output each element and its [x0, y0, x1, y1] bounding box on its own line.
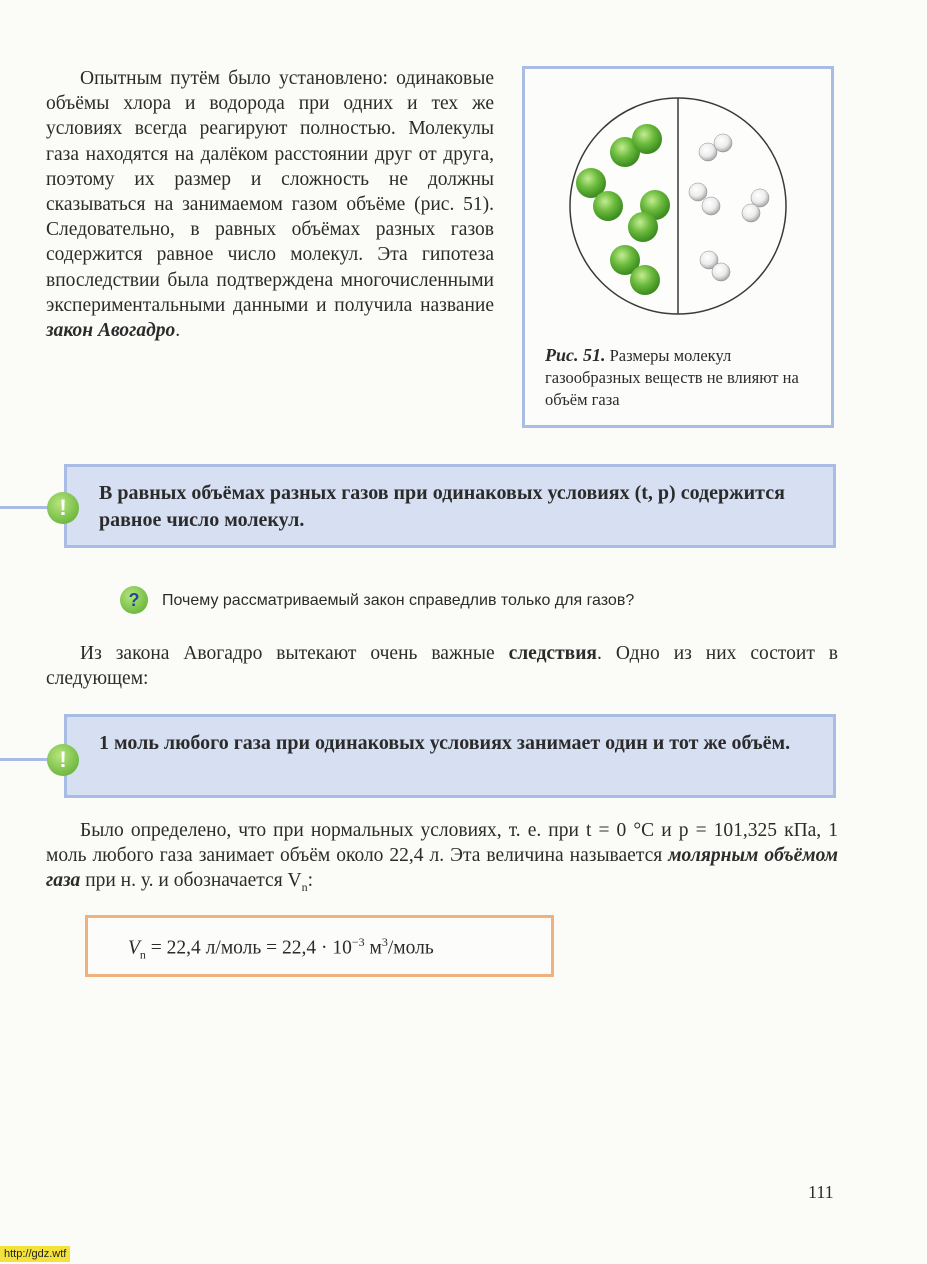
figure-51 [522, 66, 834, 428]
law-name: закон Авогадро [46, 320, 176, 342]
intro-paragraph [46, 66, 494, 343]
exclamation-icon-2: ! [47, 744, 79, 776]
molar-volume-formula [128, 935, 434, 962]
formula-box [85, 915, 554, 977]
caption-label: Рис. 51. [545, 345, 606, 365]
p2-end: . Одно из них состоит в следующем: [46, 643, 839, 690]
p2-start: Из закона Авогадро вытекают очень важные [80, 643, 509, 664]
p3-end: при н. у. и обозначается V [80, 870, 302, 892]
formula-unit1: м [364, 937, 382, 959]
p3-sub: n [301, 880, 308, 895]
rule-box-1 [64, 464, 836, 548]
formula-unit-exp: 3 [381, 935, 388, 949]
consequence-paragraph [46, 641, 838, 691]
figure-caption [545, 344, 825, 411]
formula-var: V [128, 937, 140, 959]
exclamation-icon: ! [47, 492, 79, 524]
rule-text-2: 1 моль любого газа при одинаковых условиях занимает один и тот же объём. [99, 732, 791, 754]
formula-sub: n [139, 947, 146, 962]
p3-start: Было определено, что при нормальных условиях, т. е. при t = 0 °C и p = 101,325 кПа, 1 моль любого газа занимает объём около 22,4 л. Эта величина называется [46, 820, 838, 867]
watermark-link[interactable]: http://gdz.wtf [0, 1246, 70, 1262]
molar-volume-paragraph [46, 818, 838, 901]
rule-text-1: В равных объёмах разных газов при одинаковых условиях (t, p) содержится равное число молекул. [99, 482, 785, 531]
question-text: Почему рассматриваемый закон справедлив только для газов? [162, 592, 635, 609]
intro-end: . [175, 320, 181, 342]
caption-text: Размеры молекул газообразных веществ не влияют на объём газа [545, 346, 799, 409]
rule-box-2 [64, 714, 836, 798]
molar-volume-term: молярным объёмом газа [46, 845, 838, 892]
formula-rest: = 22,4 л/моль = 22,4 · 10 [145, 937, 352, 959]
p3-tail: : [307, 870, 314, 892]
intro-text: Опытным путём было установлено: одинаковые объёмы хлора и водорода при одних и тех же условиях всегда реагируют полностью. Молекулы газа находятся на далёком расстоянии друг от друга, поэтому их размер и сложность не должны сказываться на занимаемом газом объёме (рис. 51). Следовательно, в равных объёмах разных газов содержится равное число молекул. Эта гипотеза впоследствии была подтверждена многочисленными экспериментальными данными и получила название [46, 68, 494, 316]
formula-exp: −3 [351, 935, 365, 949]
formula-unit2: /моль [387, 937, 434, 959]
consequences-term: следствия [508, 643, 597, 664]
question-icon: ? [120, 586, 148, 614]
page-number: 111 [808, 1182, 834, 1202]
